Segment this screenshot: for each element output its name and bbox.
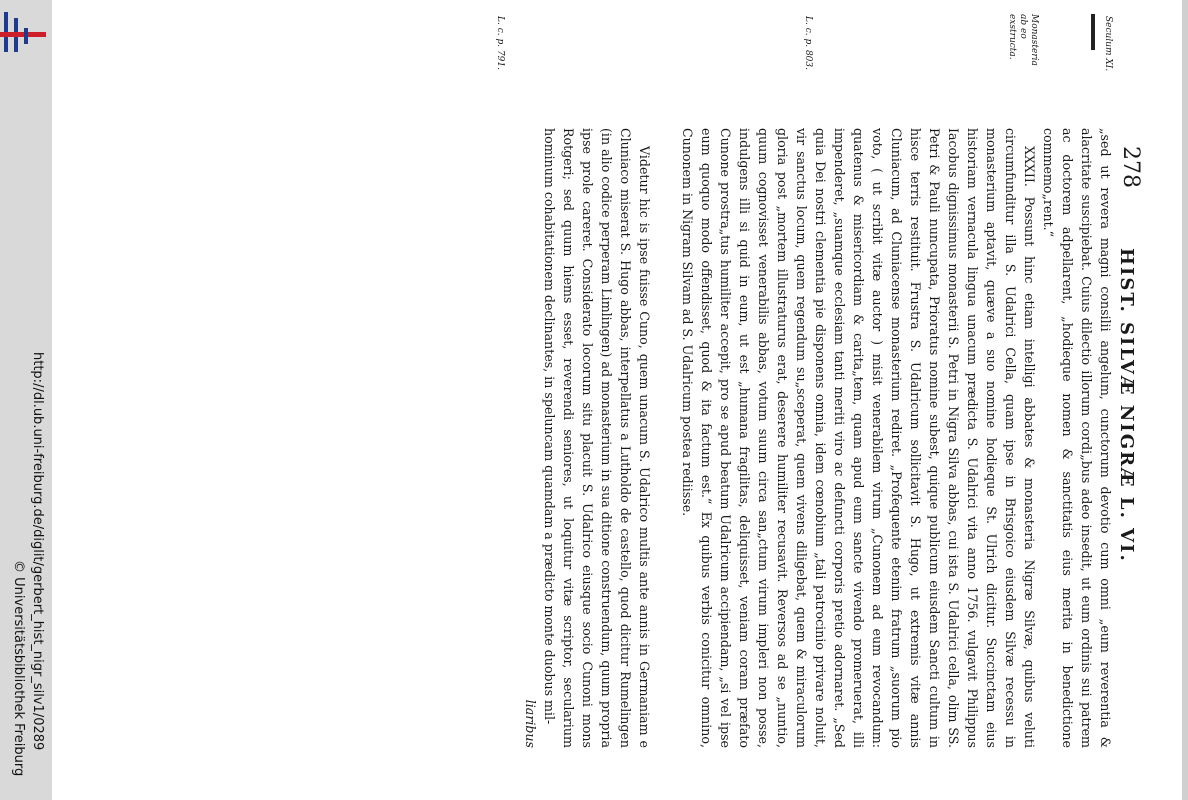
copyright-notice: © Universitätsbibliothek Freiburg <box>11 560 26 777</box>
source-url[interactable]: http://dl.ub.uni-freiburg.de/diglit/gerbert_hist_nigr_silv1/0289 <box>30 352 45 751</box>
paragraph-1: „sed ut revera magni consilii angelum, cunctorum devotio cum omni „eum reverentia & alacritate suscipiebat. Cuius dilectio illorum cordi„bus adeo insedit, ut eum ordinis sui patrem ac doctorem adpellarent, „hodieque nomen & sanctitatis eius merita in benedictione commemo„rent.“ <box>1041 128 1113 748</box>
page-content <box>297 8 1147 788</box>
page-body <box>521 128 1115 748</box>
catchword: liaribus <box>523 699 538 748</box>
margin-seculum: Seculum XI. <box>1103 16 1113 72</box>
viewer-sidebar <box>0 0 52 800</box>
library-logo-icon <box>0 10 46 54</box>
paragraph-2: XXXII. Possunt hinc etiam intelligi abbates & monasteria Nigræ Silvæ, quibus veluti circumfunditur illa S. Udalrici Cella, quam ipse in Brisgoico eiusdem Silvæ recessu in monasterium aptavit, quæve a suo nomine hodieque St. Ulrich dicitur. Succinctam eius historiam vernacula lingua unacum prædicta S. Udalrici vita anno 1756. vulgavit Philippus Iacobus dignissimus monasterii S. Petri in Nigra Silva abbas, cui ista S. Udalrici cella, olim SS. Petri & Pauli nuncupata, Prioratus nomine subest, quique publicum eiusdem Sancti cultum in hisce terris restituit. Frustra S. Udalricum sollicitavit S. Hugo, ut extremis vitæ annis Cluniacum, ad Cluniacense monasterium rediret. „Profequente etenim fratrum „suorum pio voto, ( ut scribit vitæ auctor ) misit venerabilem virum „Cunonem ad eum revocandum: quatenus & misericordiam & carita„tem, quam apud eum sancte vivendo promeruerat, illi impenderet, „suamque ecclesiam tanti meriti viro ac defuncti corporis pretio adornaret. „Sed quia Dei nostri clementia pie disponens omnia, idem cœnobium „tali patrocinio privare noluit, vir sanctus locum, quem regendum su„sceperat, quem vivens diligebat, quem & miraculorum gloria post „mortem illustraturus erat, deserere humiliter recusavit. Reversos ad se „nuntio, quum cognovisset venerabilis abbas, votum suum circa san„ctum virum impleri non posse, indulgens illi si quid in eum, ut est „humana fragilitas, deliquisset, veniam coram præfato Cunone prostra„tus humiliter accepit, pro se apud beatum Udalricum accipiendam, „si vel ipse eum quoquo modo offendisset, quod & ita factum est.“ Ex quibus verbis conicitur omnino, Cunonem in Nigram Silvam ad S. Udalricum postea rediisse. <box>680 128 1037 748</box>
page-number: 278 <box>1118 146 1143 188</box>
margin-reference-2: L. c. p. 791. <box>495 16 505 70</box>
margin-rule <box>1091 14 1095 50</box>
running-title: HIST. SILVÆ NIGRÆ L. VI. <box>1116 248 1137 563</box>
scanned-page <box>52 0 1188 800</box>
page-edge <box>1182 0 1188 800</box>
margin-reference-1: L. c. p. 803. <box>803 16 813 70</box>
paragraph-3: Videtur hic is ipse fuisse Cuno, quem unacum S. Udalrico multis ante annis in Germaniam e Cluniaco miserat S. Hugo abbas, interpellatus a Lutholdo de castello, quod dicitur Rumelingen (in alio codice perperam Limlingen) ad monasterium in sua ditione construendum, quum propria ipse prole careret. Considerato locorum situ placuit S. Udalrico eiusque socio Cunoni mons Rotgeri; sed quum hiems esset, reverendi seniores, ut loquitur vitæ scriptor, secularium hominum cohabitationem declinantes, in speluncam quamdam a prædicto monte duobus mil- <box>542 128 652 748</box>
margin-monasteria: Monasteria ab eo exstructa. <box>1007 14 1039 66</box>
